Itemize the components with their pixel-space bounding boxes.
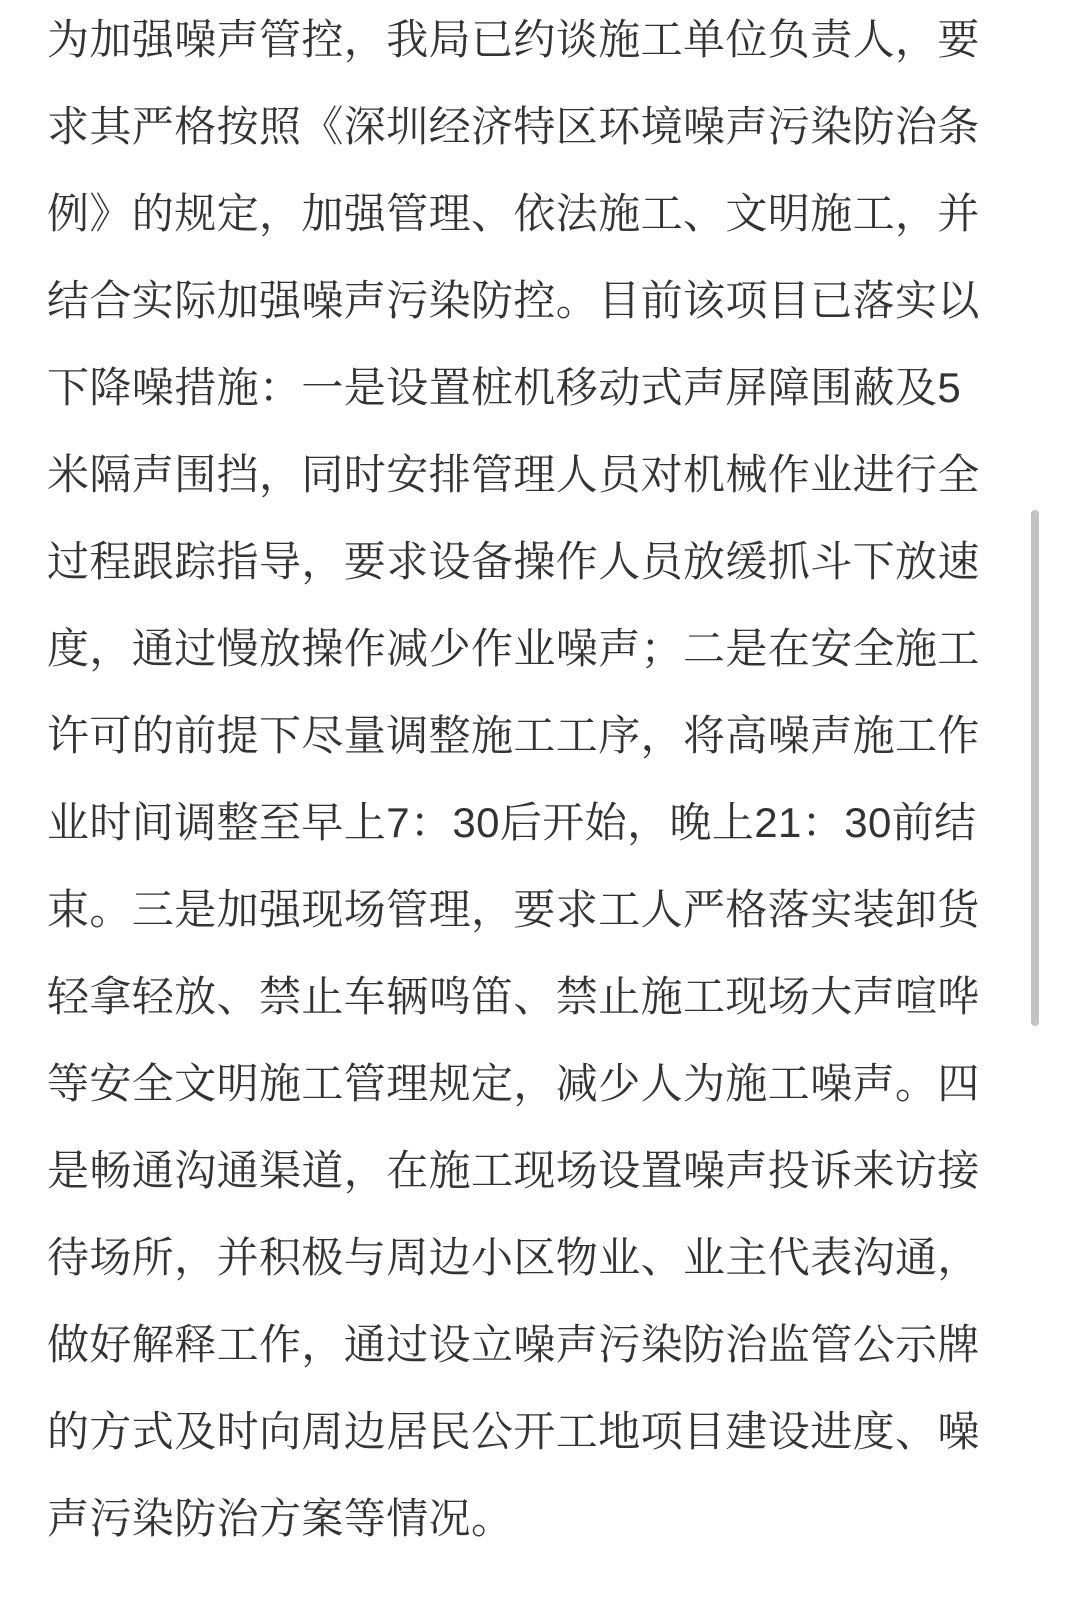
article-line: 是畅通沟通渠道，在施工现场设置噪声投诉来访接 — [47, 1147, 980, 1194]
vertical-scrollbar[interactable] — [1028, 0, 1042, 1620]
article-line: 过程跟踪指导，要求设备操作人员放缓抓斗下放速 — [47, 538, 980, 585]
scrollbar-thumb[interactable] — [1031, 510, 1039, 1026]
article-body — [47, 0, 1027, 1562]
article-line: 为加强噪声管控，我局已约谈施工单位负责人，要 — [47, 16, 980, 63]
article-line: 的方式及时向周边居民公开工地项目建设进度、噪 — [47, 1408, 980, 1455]
article-line: 许可的前提下尽量调整施工工序，将高噪声施工作 — [47, 712, 980, 759]
article-line: 求其严格按照《深圳经济特区环境噪声污染防治条 — [47, 103, 980, 150]
article-line: 待场所，并积极与周边小区物业、业主代表沟通， — [47, 1234, 980, 1281]
article-line: 束。三是加强现场管理，要求工人严格落实装卸货 — [47, 886, 980, 933]
article-line: 例》的规定，加强管理、依法施工、文明施工，并 — [47, 190, 980, 237]
article-line: 业时间调整至早上7：30后开始，晚上21：30前结 — [47, 799, 977, 846]
article-line: 度，通过慢放操作减少作业噪声；二是在安全施工 — [47, 625, 980, 672]
article-line: 结合实际加强噪声污染防控。目前该项目已落实以 — [47, 277, 980, 324]
article-line: 等安全文明施工管理规定，减少人为施工噪声。四 — [47, 1060, 980, 1107]
article-line: 轻拿轻放、禁止车辆鸣笛、禁止施工现场大声喧哗 — [47, 973, 980, 1020]
article-line: 声污染防治方案等情况。 — [47, 1495, 514, 1542]
article-line: 下降噪措施：一是设置桩机移动式声屏障围蔽及5 — [47, 364, 962, 411]
article-line: 米隔声围挡，同时安排管理人员对机械作业进行全 — [47, 451, 980, 498]
article-line: 做好解释工作，通过设立噪声污染防治监管公示牌 — [47, 1321, 980, 1368]
